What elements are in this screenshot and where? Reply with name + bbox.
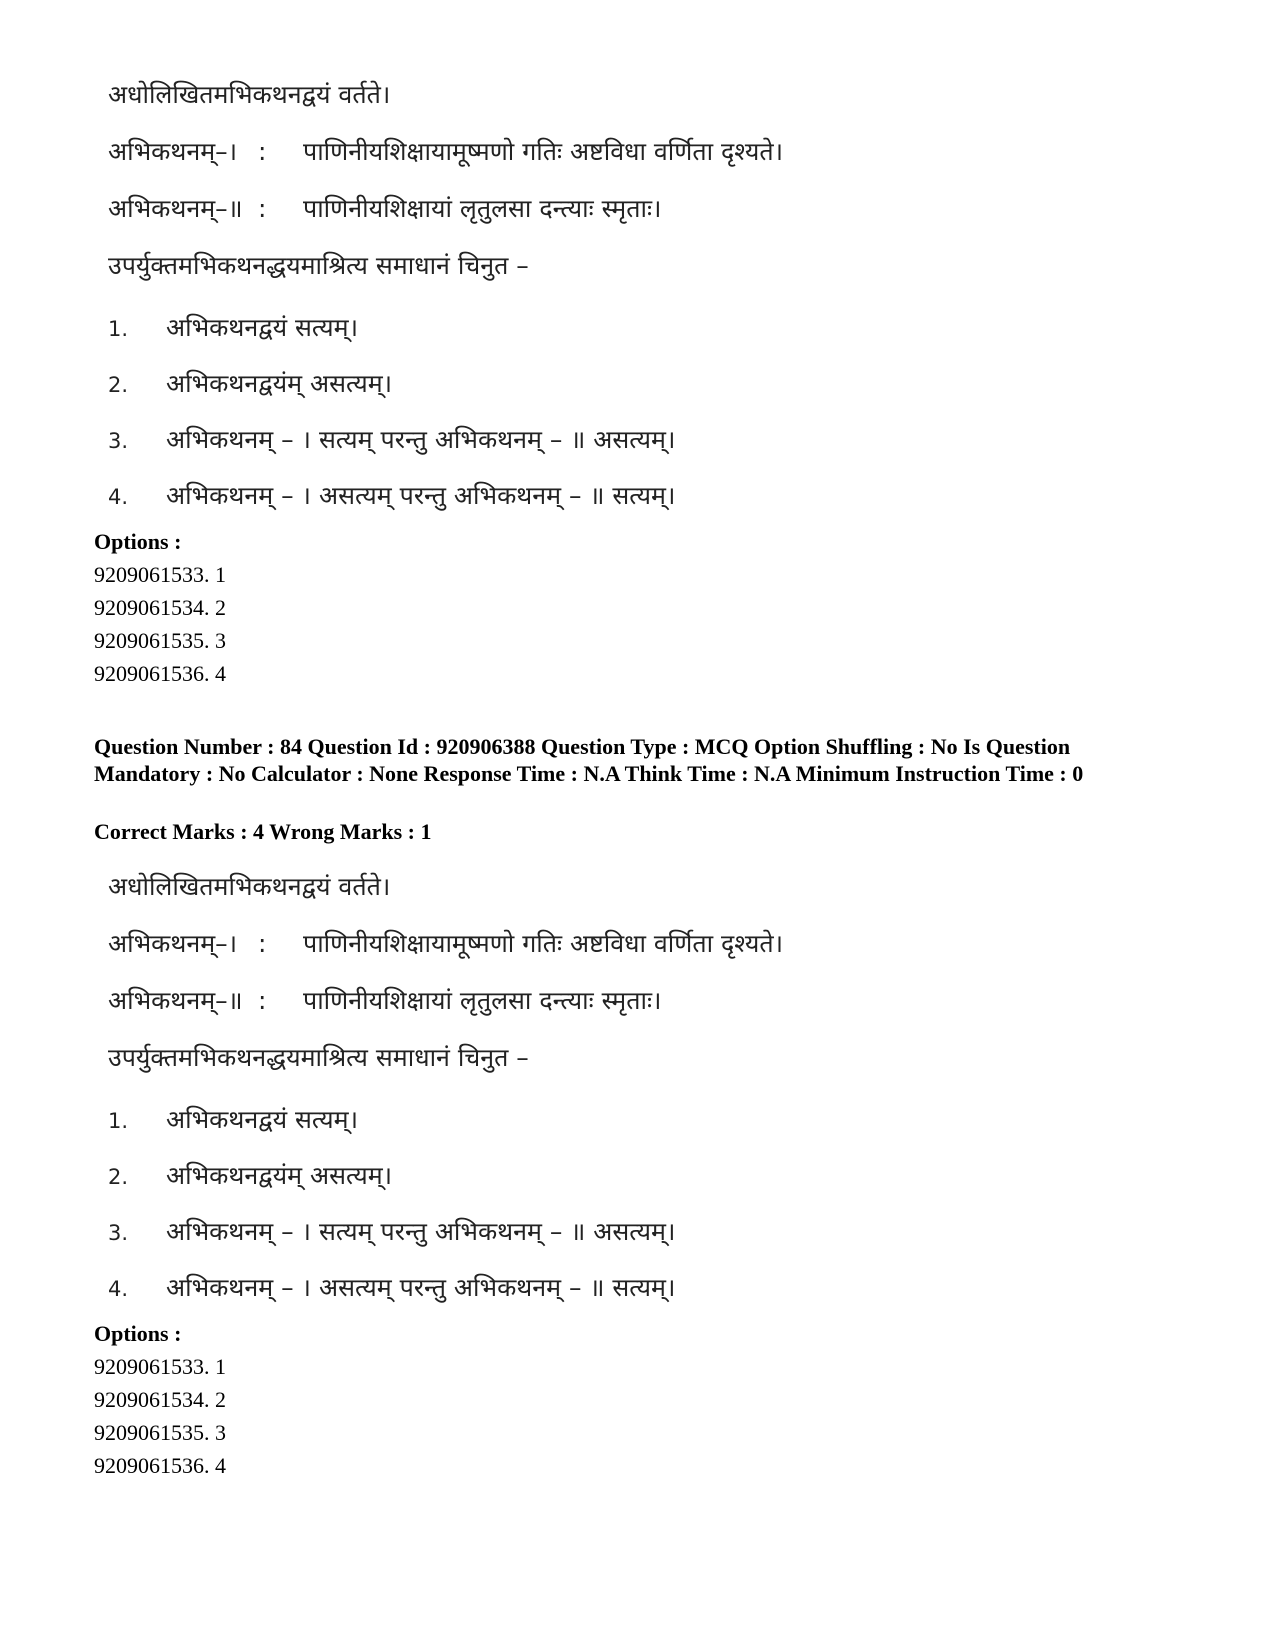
choice-text: अभिकथनम् – । सत्यम् परन्तु अभिकथनम् – ॥ असत्यम्। (166, 1217, 676, 1246)
choice-item (108, 1105, 358, 1136)
options-heading: Options : (94, 1321, 182, 1346)
choice-number: 2. (108, 1165, 129, 1189)
choice-text: अभिकथनद्वयंम् असत्यम्। (166, 369, 393, 398)
statement-text: पाणिनीयशिक्षायां लृतुलसा दन्त्याः स्मृताः। (303, 194, 662, 223)
option-line: 9209061535. 3 (94, 1420, 226, 1445)
choice-item (108, 481, 675, 512)
choice-text: अभिकथनद्वयं सत्यम्। (166, 313, 359, 342)
statement-label: अभिकथनम्–॥ (108, 986, 243, 1015)
question-instruction: उपर्युक्तमभिकथनद्धयमाश्रित्य समाधानं चिनुत – (108, 251, 529, 280)
statement-text: पाणिनीयशिक्षायामूष्मणो गतिः अष्टविधा वर्णिता दृश्यते। (303, 137, 784, 166)
statement-label: अभिकथनम्–॥ (108, 194, 243, 223)
choice-number: 3. (108, 429, 129, 453)
option-line: 9209061533. 1 (94, 562, 226, 587)
question-image-sanskrit (108, 80, 868, 520)
statement-label: अभिकथनम्–। (108, 929, 238, 958)
statement-label: अभिकथनम्–। (108, 137, 238, 166)
choice-item (108, 425, 675, 456)
statement-separator: : (258, 986, 267, 1015)
choice-text: अभिकथनम् – । असत्यम् परन्तु अभिकथनम् – ॥ सत्यम्। (166, 481, 676, 510)
choice-item (108, 1161, 392, 1192)
choice-text: अभिकथनम् – । सत्यम् परन्तु अभिकथनम् – ॥ असत्यम्। (166, 425, 676, 454)
choice-number: 1. (108, 317, 129, 341)
question-image-sanskrit (108, 872, 868, 1312)
choice-number: 1. (108, 1109, 129, 1133)
question-marks: Correct Marks : 4 Wrong Marks : 1 (94, 819, 432, 844)
choice-text: अभिकथनद्वयं सत्यम्। (166, 1105, 359, 1134)
statement-1 (108, 137, 783, 167)
question-meta: Question Number : 84 Question Id : 920906388 Question Type : MCQ Option Shuffling : No Is Question Mandatory : No Calculator : None Response Time : N.A Think Time : N.A Minimum Instruction Time : 0 (94, 734, 1084, 786)
option-line: 9209061535. 3 (94, 628, 226, 653)
option-line: 9209061533. 1 (94, 1354, 226, 1379)
option-line: 9209061534. 2 (94, 1387, 226, 1412)
option-line: 9209061534. 2 (94, 595, 226, 620)
choice-number: 4. (108, 1277, 129, 1301)
statement-1 (108, 929, 783, 959)
question-instruction: उपर्युक्तमभिकथनद्धयमाश्रित्य समाधानं चिनुत – (108, 1043, 529, 1072)
choice-item (108, 313, 358, 344)
statement-2 (108, 986, 662, 1016)
choice-item (108, 369, 392, 400)
choice-text: अभिकथनद्वयंम् असत्यम्। (166, 1161, 393, 1190)
choice-item (108, 1217, 675, 1248)
statement-text: पाणिनीयशिक्षायां लृतुलसा दन्त्याः स्मृताः। (303, 986, 662, 1015)
statement-intro: अधोलिखितमभिकथनद्वयं वर्तते। (108, 872, 391, 901)
choice-item (108, 1273, 675, 1304)
statement-text: पाणिनीयशिक्षायामूष्मणो गतिः अष्टविधा वर्णिता दृश्यते। (303, 929, 784, 958)
statement-separator: : (258, 137, 267, 166)
choice-number: 2. (108, 373, 129, 397)
choice-number: 3. (108, 1221, 129, 1245)
statement-separator: : (258, 929, 267, 958)
options-heading: Options : (94, 529, 182, 554)
choice-text: अभिकथनम् – । असत्यम् परन्तु अभिकथनम् – ॥ सत्यम्। (166, 1273, 676, 1302)
choice-number: 4. (108, 485, 129, 509)
statement-intro: अधोलिखितमभिकथनद्वयं वर्तते। (108, 80, 391, 109)
statement-separator: : (258, 194, 267, 223)
option-line: 9209061536. 4 (94, 661, 226, 686)
option-line: 9209061536. 4 (94, 1453, 226, 1478)
statement-2 (108, 194, 662, 224)
